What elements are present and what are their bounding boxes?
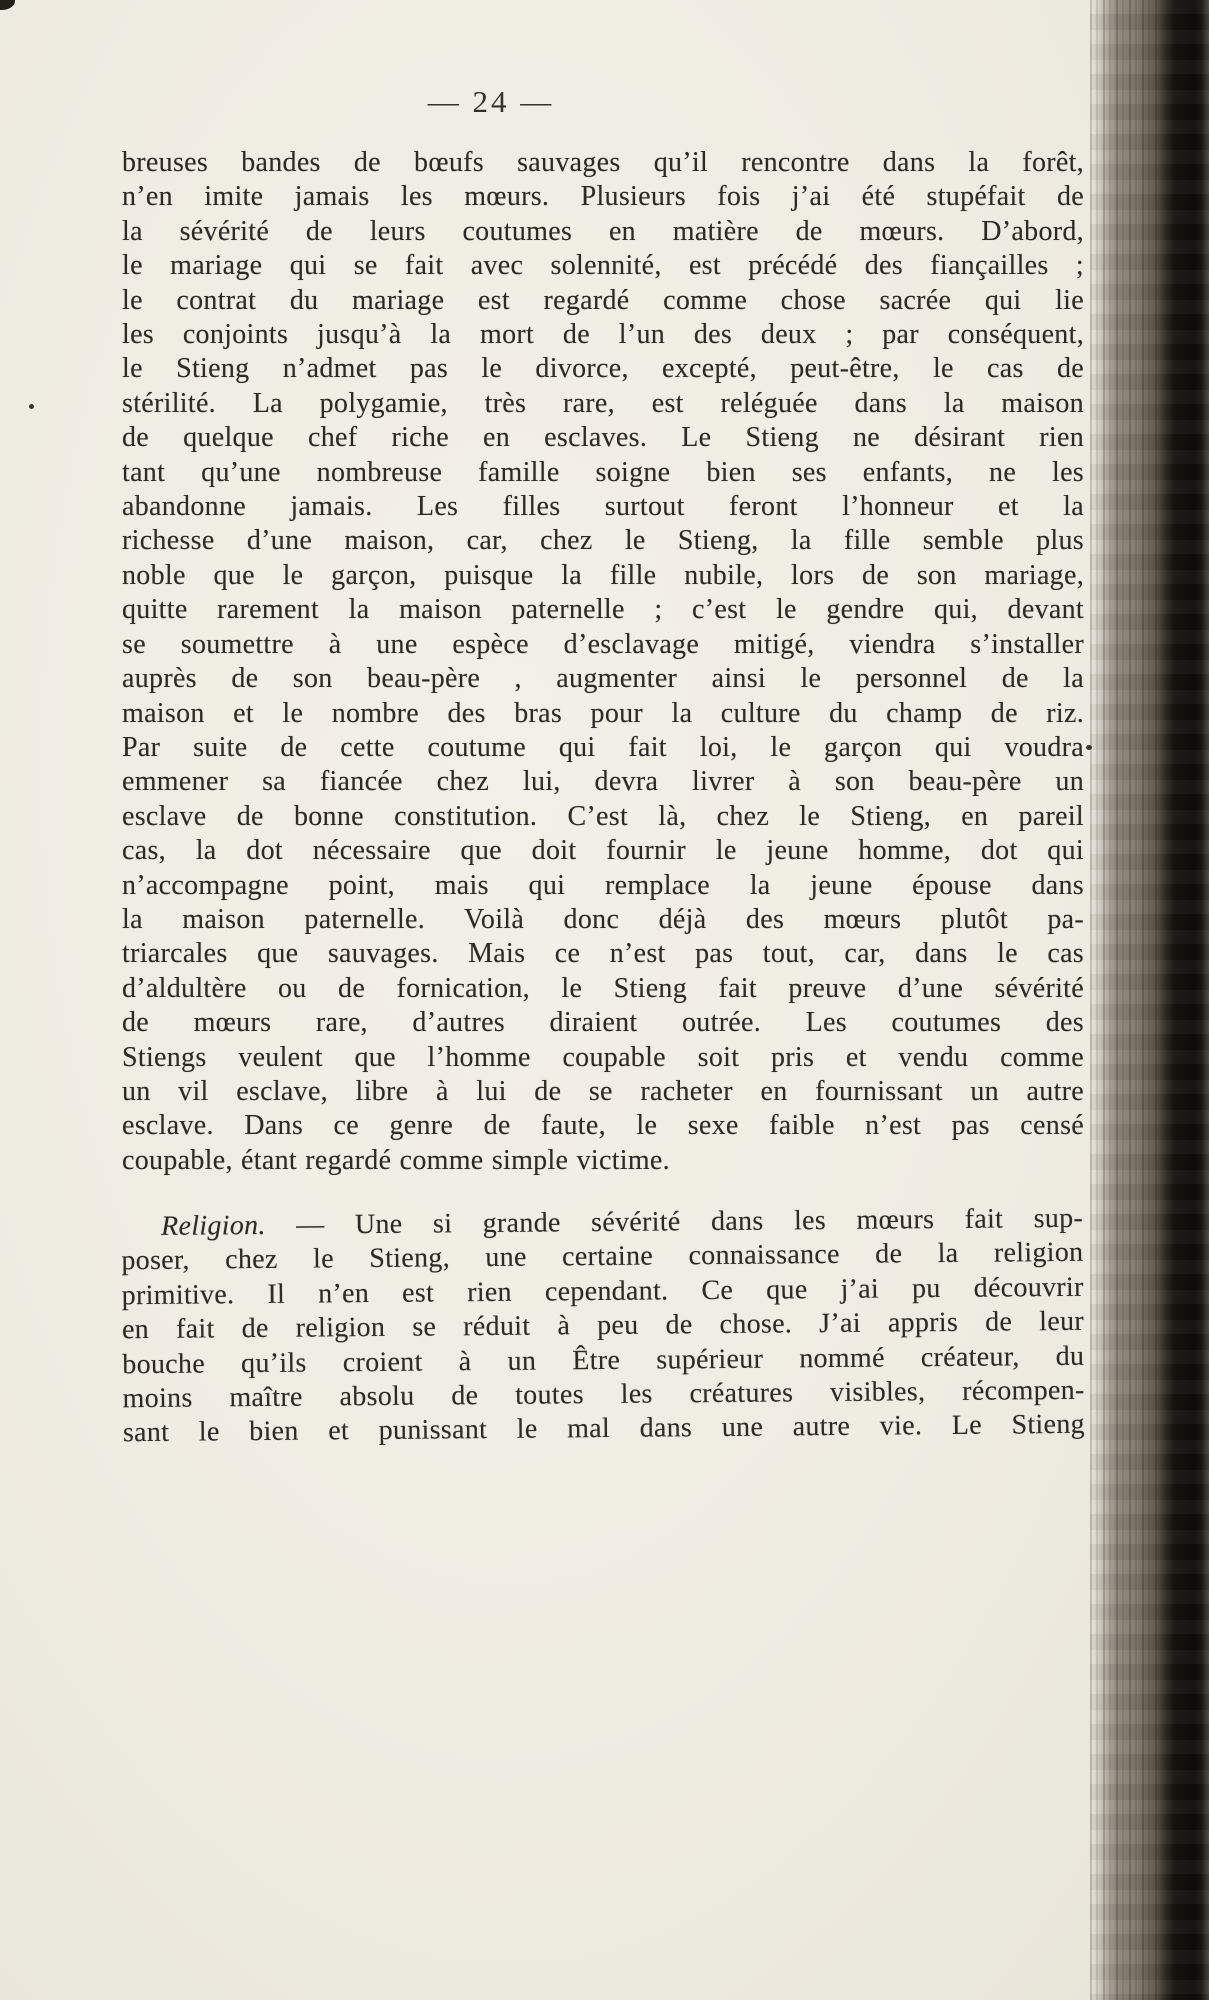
text-line: esclave de bonne constitution. C’est là, chez le Stieng, en pareil xyxy=(122,800,1084,832)
binding-streak-texture xyxy=(1090,0,1161,2000)
text-line: emmener sa fiancée chez lui, devra livrer à son beau-père un xyxy=(122,766,1084,798)
text-line: le mariage qui se fait avec solennité, est précédé des fiançailles ; xyxy=(122,250,1084,282)
text-line: n’en imite jamais les mœurs. Plusieurs fois j’ai été stupéfait de xyxy=(122,181,1084,213)
text-line: en fait de religion se réduit à peu de chose. J’ai appris de leur xyxy=(121,1306,1085,1346)
text-line: quitte rarement la maison paternelle ; c’est le gendre qui, devant xyxy=(122,594,1084,626)
page-number: — 24 — xyxy=(427,84,555,119)
paragraph-religion xyxy=(121,1202,1085,1451)
text-line: abandonne jamais. Les filles surtout feront l’honneur et la xyxy=(122,491,1084,523)
text-line: maison et le nombre des bras pour la culture du champ de riz. xyxy=(122,697,1084,729)
text-line: auprès de son beau-père , augmenter ainsi le personnel de la xyxy=(122,663,1084,695)
scan-speck xyxy=(1086,745,1092,750)
text-line: bouche qu’ils croient à un Être supérieur nommé créateur, du xyxy=(122,1340,1085,1380)
scan-corner-mark xyxy=(0,0,15,10)
text-line: de mœurs rare, d’autres diraient outrée. Les coutumes des xyxy=(122,1007,1084,1039)
text-line: d’aldultère ou de fornication, le Stieng fait preuve d’une sévérité xyxy=(122,972,1084,1004)
text-line: coupable, étant regardé comme simple victime. xyxy=(122,1144,670,1176)
text-line: se soumettre à une espèce d’esclavage mitigé, viendra s’installer xyxy=(122,628,1084,660)
text-line: breuses bandes de bœufs sauvages qu’il rencontre dans la forêt, xyxy=(122,147,1084,178)
text-line: de quelque chef riche en esclaves. Le Stieng ne désirant rien xyxy=(122,422,1084,454)
text-line: sant le bien et punissant le mal dans une autre vie. Le Stieng xyxy=(122,1409,1086,1449)
text-line: esclave. Dans ce genre de faute, le sexe faible n’est pas censé xyxy=(122,1110,1084,1142)
text-line: moins maître absolu de toutes les créatures visibles, récompen- xyxy=(122,1374,1085,1415)
text-line: richesse d’une maison, car, chez le Stieng, la fille semble plus xyxy=(122,525,1084,557)
paragraph-lead-rest: — Une si grande sévérité dans les mœurs fait sup- xyxy=(265,1202,1084,1241)
text-line: primitive. Il n’en est rien cependant. Ce que j’ai pu découvrir xyxy=(121,1271,1084,1312)
paragraph-lead-word: Religion. xyxy=(160,1209,266,1242)
text-line: stérilité. La polygamie, très rare, est reléguée dans la maison xyxy=(122,387,1084,419)
text-line: la maison paternelle. Voilà donc déjà des mœurs plutôt pa- xyxy=(122,903,1084,935)
text-line: le Stieng n’admet pas le divorce, excepté, peut-être, le cas de xyxy=(122,353,1084,385)
text-line: Par suite de cette coutume qui fait loi, le garçon qui voudra xyxy=(122,731,1084,763)
text-line: poser, chez le Stieng, une certaine connaissance de la religion xyxy=(121,1237,1084,1277)
scan-speck xyxy=(29,404,34,409)
text-line: un vil esclave, libre à lui de se racheter en fournissant un autre xyxy=(122,1075,1084,1107)
text-line: n’accompagne point, mais qui remplace la jeune épouse dans xyxy=(122,869,1084,901)
text-line: Stiengs veulent que l’homme coupable soit pris et vendu comme xyxy=(122,1041,1084,1073)
text-line: tant qu’une nombreuse famille soigne bien ses enfants, ne les xyxy=(122,456,1084,488)
paragraph-moeurs xyxy=(122,146,1084,1178)
text-line: le contrat du mariage est regardé comme chose sacrée qui lie xyxy=(122,284,1084,316)
text-line: noble que le garçon, puisque la fille nubile, lors de son mariage, xyxy=(122,559,1084,591)
text-line: les conjoints jusqu’à la mort de l’un des deux ; par conséquent, xyxy=(122,319,1084,351)
text-line: cas, la dot nécessaire que doit fournir le jeune homme, dot qui xyxy=(122,835,1084,867)
text-line: la sévérité de leurs coutumes en matière de mœurs. D’abord, xyxy=(122,215,1084,247)
text-line: triarcales que sauvages. Mais ce n’est pas tout, car, dans le cas xyxy=(122,938,1084,970)
